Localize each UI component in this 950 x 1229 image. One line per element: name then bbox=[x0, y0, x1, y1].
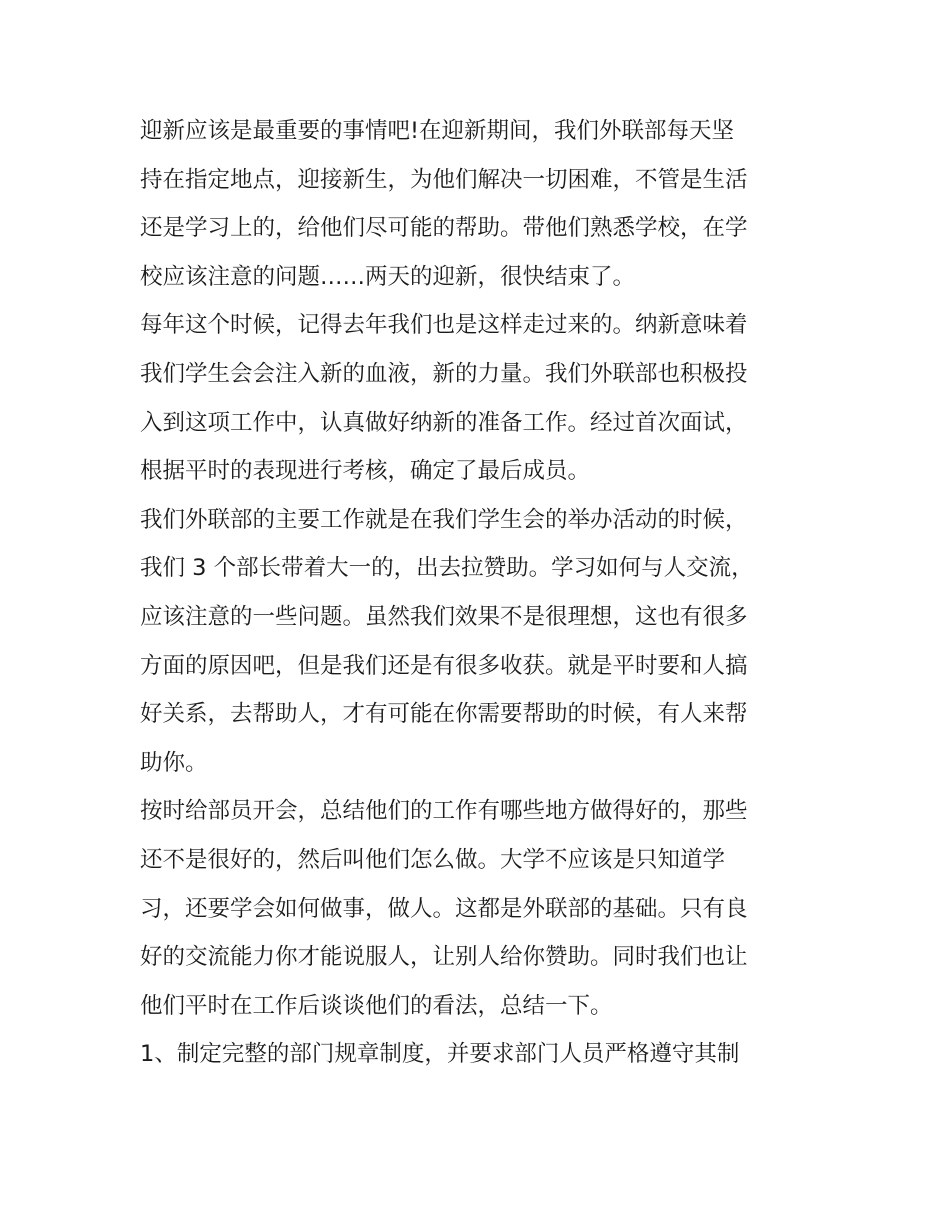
text-line: 每年这个时候，记得去年我们也是这样走过来的。纳新意味着 bbox=[140, 312, 748, 339]
text-line: 还是学习上的，给他们尽可能的帮助。带他们熟悉学校，在学 bbox=[140, 215, 748, 242]
text-line: 入到这项工作中，认真做好纳新的准备工作。经过首次面试， bbox=[140, 409, 748, 436]
text-line: 我们学生会会注入新的血液，新的力量。我们外联部也积极投 bbox=[140, 360, 748, 387]
text-line: 持在指定地点，迎接新生，为他们解决一切困难，不管是生活 bbox=[140, 166, 748, 193]
paragraph-meetings bbox=[140, 787, 820, 1030]
text-line: 我们 3 个部长带着大一的，出去拉赞助。学习如何与人交流， bbox=[140, 555, 754, 582]
text-line: 校应该注意的问题……两天的迎新，很快结束了。 bbox=[140, 263, 636, 290]
text-line: 1、制定完整的部门规章制度，并要求部门人员严格遵守其制 bbox=[140, 1041, 740, 1068]
text-line: 还不是很好的，然后叫他们怎么做。大学不应该是只知道学 bbox=[140, 846, 726, 873]
paragraph-welcome bbox=[140, 107, 820, 301]
text-line: 迎新应该是最重要的事情吧!在迎新期间，我们外联部每天坚 bbox=[140, 118, 735, 144]
text-line: 根据平时的表现进行考核，确定了最后成员。 bbox=[140, 458, 591, 485]
text-line: 助你。 bbox=[140, 749, 208, 776]
text-line: 按时给部员开会，总结他们的工作有哪些地方做得好的，那些 bbox=[140, 798, 748, 825]
text-line: 我们外联部的主要工作就是在我们学生会的举办活动的时候， bbox=[140, 506, 748, 533]
text-line: 应该注意的一些问题。虽然我们效果不是很理想，这也有很多 bbox=[140, 603, 748, 630]
text-line: 习，还要学会如何做事，做人。这都是外联部的基础。只有良 bbox=[140, 895, 748, 922]
text-line: 好关系，去帮助人，才有可能在你需要帮助的时候，有人来帮 bbox=[140, 701, 748, 728]
text-line: 他们平时在工作后谈谈他们的看法，总结一下。 bbox=[140, 992, 613, 1019]
paragraph-sponsorship bbox=[140, 496, 820, 788]
paragraph-recruitment bbox=[140, 301, 820, 495]
text-line: 好的交流能力你才能说服人，让别人给你赞助。同时我们也让 bbox=[140, 944, 748, 971]
document-body bbox=[140, 107, 820, 1079]
text-line: 方面的原因吧，但是我们还是有很多收获。就是平时要和人搞 bbox=[140, 652, 748, 679]
paragraph-list-item-1 bbox=[140, 1030, 820, 1079]
